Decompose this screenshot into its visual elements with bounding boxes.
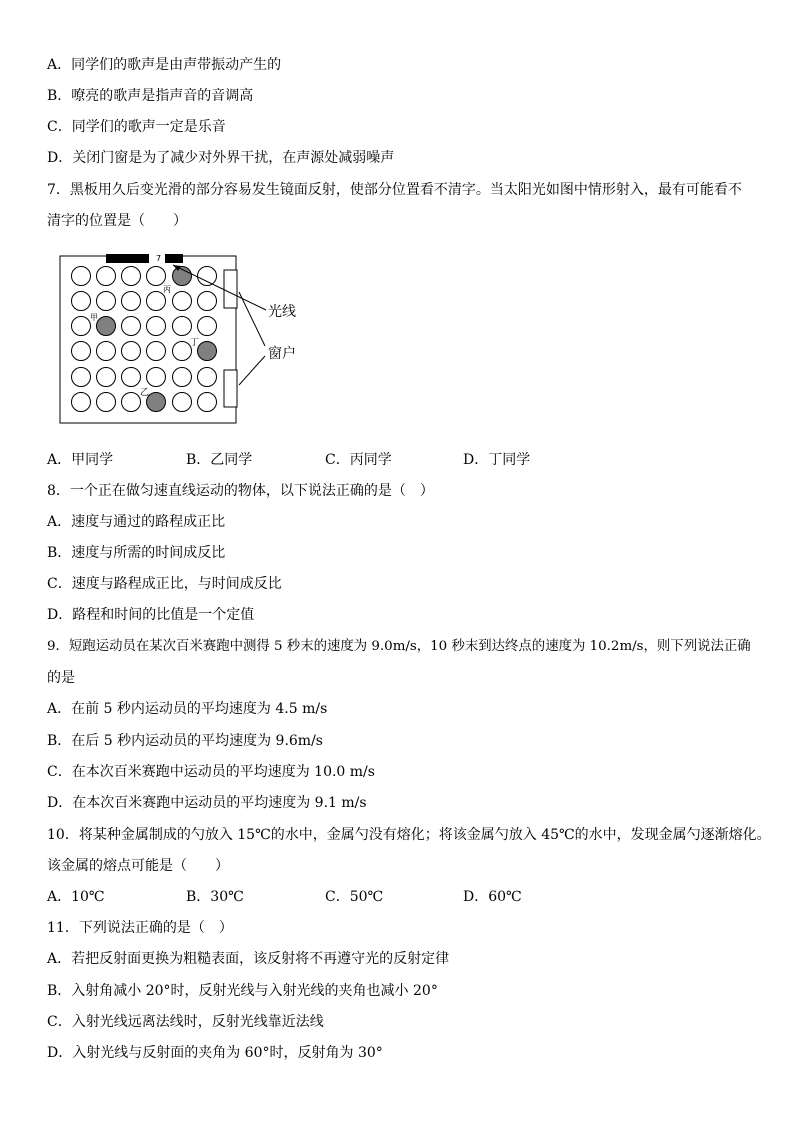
q6-option-a: A．同学们的歌声是由声带振动产生的	[47, 57, 282, 73]
q8-option-a: A．速度与通过的路程成正比	[47, 514, 226, 530]
label-bing: 丙	[163, 285, 171, 294]
q7-option-c: C．丙同学	[325, 452, 392, 468]
blackboard	[106, 254, 183, 263]
q9-option-b: B．在后 5 秒内运动员的平均速度为 9.6m/s	[47, 733, 323, 749]
student-jia	[97, 317, 116, 336]
q6-option-b: B．嘹亮的歌声是指声音的音调高	[47, 88, 254, 104]
label-jia: 甲	[90, 313, 98, 322]
q10-option-d: D．60℃	[463, 889, 522, 905]
q7-stem-line1: 7．黑板用久后变光滑的部分容易发生镜面反射，使部分位置看不清字。当太阳光如图中情形射入，最有可能看不	[47, 182, 742, 198]
q10-option-a: A．10℃	[47, 889, 105, 905]
q11-stem: 11．下列说法正确的是（ ）	[47, 920, 233, 936]
q11-option-a: A．若把反射面更换为粗糙表面，该反射将不再遵守光的反射定律	[47, 951, 450, 967]
student-ding	[198, 342, 217, 361]
q8-stem: 8．一个正在做匀速直线运动的物体，以下说法正确的是（ ）	[47, 483, 434, 499]
q9-option-c: C．在本次百米赛跑中运动员的平均速度为 10.0 m/s	[47, 764, 375, 780]
q6-option-d: D．关闭门窗是为了减少对外界干扰，在声源处减弱噪声	[47, 150, 395, 166]
label-ray: 光线	[268, 304, 296, 320]
label-yi: 乙	[140, 388, 150, 398]
classroom-figure	[56, 250, 316, 430]
q10-option-c: C．50℃	[325, 889, 384, 905]
label-window: 窗户	[268, 346, 296, 362]
q10-stem-line2: 该金属的熔点可能是（ ）	[47, 858, 229, 874]
q9-option-a: A．在前 5 秒内运动员的平均速度为 4.5 m/s	[47, 701, 328, 717]
q11-option-d: D．入射光线与反射面的夹角为 60°时，反射角为 30°	[47, 1045, 383, 1061]
q10-stem-line1: 10．将某种金属制成的勺放入 15℃的水中，金属勺没有熔化；将该金属勺放入 45℃的水中，发现金属勺逐渐熔化。	[47, 827, 771, 843]
student-yi	[147, 393, 166, 412]
q11-option-c: C．入射光线远离法线时，反射光线靠近法线	[47, 1014, 324, 1030]
q9-stem-line2: 的是	[47, 670, 75, 686]
q7-option-d: D．丁同学	[463, 452, 531, 468]
q6-option-c: C．同学们的歌声一定是乐音	[47, 119, 226, 135]
blackboard-label: 7	[156, 254, 162, 263]
q10-option-b: B．30℃	[186, 889, 244, 905]
q8-option-d: D．路程和时间的比值是一个定值	[47, 607, 255, 623]
q7-option-a: A．甲同学	[47, 452, 114, 468]
q11-option-b: B．入射角减小 20°时，反射光线与入射光线的夹角也减小 20°	[47, 983, 438, 999]
window-top	[224, 270, 237, 308]
q7-stem-line2: 清字的位置是（ ）	[47, 213, 187, 229]
q9-stem-line1: 9．短跑运动员在某次百米赛跑中测得 5 秒末的速度为 9.0m/s，10 秒末到达终点的速度为 10.2m/s，则下列说法正确	[47, 639, 751, 654]
q9-option-d: D．在本次百米赛跑中运动员的平均速度为 9.1 m/s	[47, 795, 367, 811]
q8-option-c: C．速度与路程成正比，与时间成反比	[47, 576, 282, 592]
label-ding: 丁	[190, 338, 200, 348]
q7-option-b: B．乙同学	[186, 452, 253, 468]
q8-option-b: B．速度与所需的时间成反比	[47, 545, 226, 561]
window-bottom	[224, 370, 237, 407]
